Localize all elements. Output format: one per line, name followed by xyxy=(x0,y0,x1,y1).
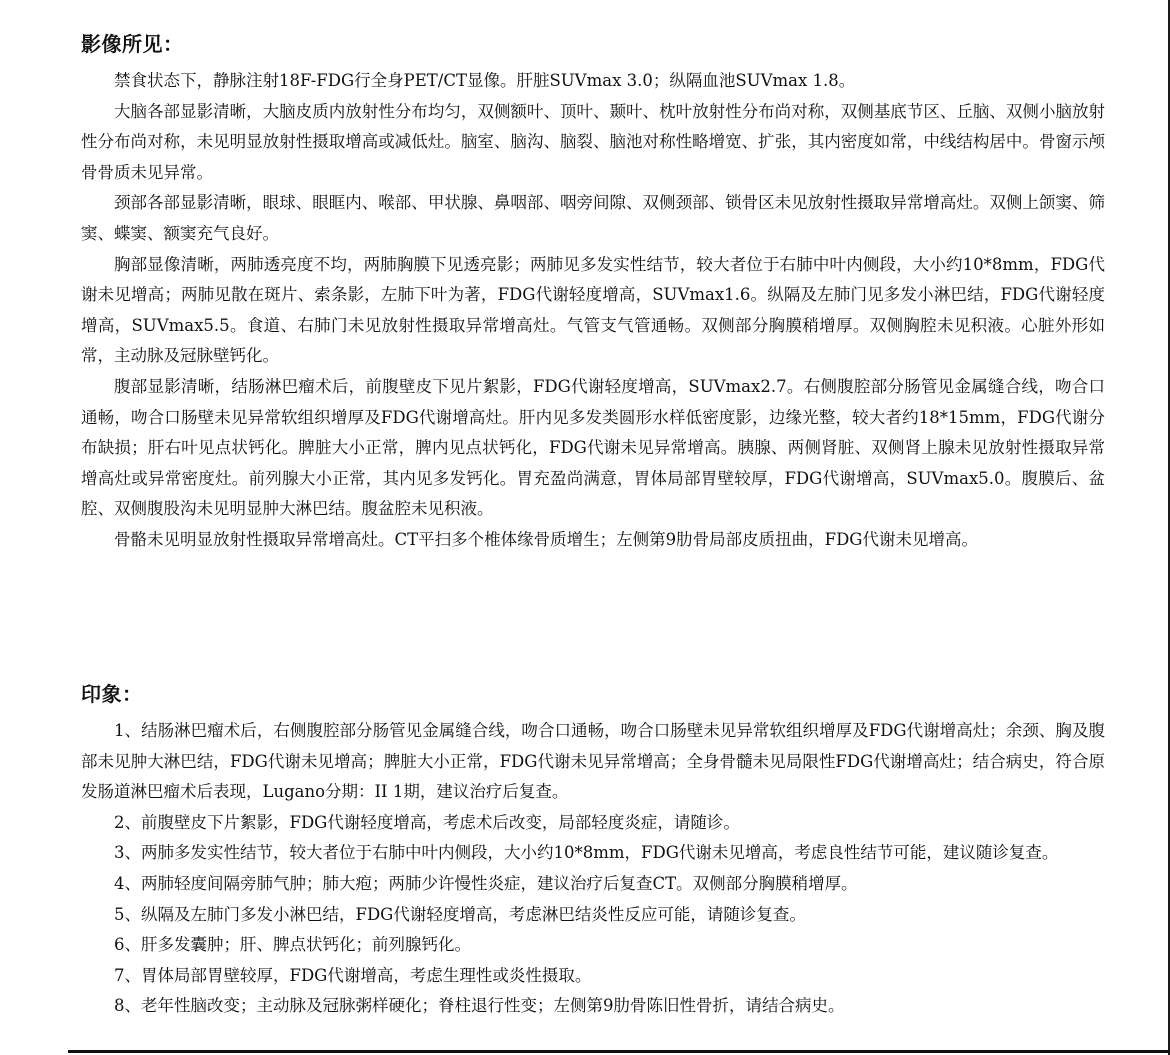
impression-item: 3、两肺多发实性结节，较大者位于右肺中叶内侧段，大小约10*8mm，FDG代谢未见增高，考虑良性结节可能，建议随诊复查。 xyxy=(114,843,1059,863)
impression-item: 5、纵隔及左肺门多发小淋巴结，FDG代谢轻度增高，考虑淋巴结炎性反应可能，请随诊复查。 xyxy=(114,904,806,924)
findings-paragraph: 颈部各部显影清晰，眼球、眼眶内、喉部、甲状腺、鼻咽部、咽旁间隙、双侧颈部、锁骨区未见放射性摄取异常增高灶。双侧上颌窦、筛窦、蝶窦、额窦充气良好。 xyxy=(81,193,1105,243)
findings-section xyxy=(81,30,1105,556)
findings-title: 影像所见： xyxy=(81,32,184,56)
findings-paragraph: 大脑各部显影清晰，大脑皮质内放射性分布均匀，双侧额叶、顶叶、颞叶、枕叶放射性分布尚对称，双侧基底节区、丘脑、双侧小脑放射性分布尚对称，未见明显放射性摄取增高或减低灶。脑室、脑沟、脑裂、脑池对称性略增宽、扩张，其内密度如常，中线结构居中。骨窗示颅骨骨质未见异常。 xyxy=(81,101,1105,182)
impression-item: 2、前腹壁皮下片絮影，FDG代谢轻度增高，考虑术后改变，局部轻度炎症，请随诊。 xyxy=(114,812,740,832)
bottom-divider-line xyxy=(68,1050,1170,1053)
impression-item: 7、胃体局部胃壁较厚，FDG代谢增高，考虑生理性或炎性摄取。 xyxy=(114,965,592,985)
impression-item: 1、结肠淋巴瘤术后，右侧腹腔部分肠管见金属缝合线，吻合口通畅，吻合口肠壁未见异常软组织增厚及FDG代谢增高灶；余颈、胸及腹部未见肿大淋巴结，FDG代谢未见增高；脾脏大小正常，FDG代谢未见异常增高；全身骨髓未见局限性FDG代谢增高灶；结合病史，符合原发肠道淋巴瘤术后表现，Lugano分期：II 1期，建议治疗后复查。 xyxy=(81,721,1105,802)
findings-paragraph: 禁食状态下，静脉注射18F-FDG行全身PET/CT显像。肝脏SUVmax 3.0；纵隔血池SUVmax 1.8。 xyxy=(114,71,856,90)
findings-paragraph: 胸部显像清晰，两肺透亮度不均，两肺胸膜下见透亮影；两肺见多发实性结节，较大者位于右肺中叶内侧段，大小约10*8mm，FDG代谢未见增高；两肺见散在斑片、索条影，左肺下叶为著，FDG代谢轻度增高，SUVmax1.6。纵隔及左肺门见多发小淋巴结，FDG代谢轻度增高，SUVmax5.5。食道、右肺门未见放射性摄取异常增高灶。气管支气管通畅。双侧部分胸膜稍增厚。双侧胸腔未见积液。心脏外形如常，主动脉及冠脉壁钙化。 xyxy=(81,254,1105,366)
findings-paragraph: 腹部显影清晰，结肠淋巴瘤术后，前腹壁皮下见片絮影，FDG代谢轻度增高，SUVmax2.7。右侧腹腔部分肠管见金属缝合线，吻合口通畅，吻合口肠壁未见异常软组织增厚及FDG代谢增高灶。肝内见多发类圆形水样低密度影，边缘光整，较大者约18*15mm，FDG代谢分布缺损；肝右叶见点状钙化。脾脏大小正常，脾内见点状钙化，FDG代谢未见异常增高。胰腺、两侧肾脏、双侧肾上腺未见放射性摄取异常增高灶或异常密度灶。前列腺大小正常，其内见多发钙化。胃充盈尚满意，胃体局部胃壁较厚，FDG代谢增高，SUVmax5.0。腹膜后、盆腔、双侧腹股沟未见明显肿大淋巴结。腹盆腔未见积液。 xyxy=(81,376,1105,519)
impression-item: 4、两肺轻度间隔旁肺气肿；肺大疱；两肺少许慢性炎症，建议治疗后复查CT。双侧部分胸膜稍增厚。 xyxy=(114,873,858,893)
impression-title: 印象： xyxy=(81,682,143,706)
findings-paragraph: 骨骼未见明显放射性摄取异常增高灶。CT平扫多个椎体缘骨质增生；左侧第9肋骨局部皮质扭曲，FDG代谢未见增高。 xyxy=(114,529,978,549)
impression-section xyxy=(81,680,1105,1022)
impression-item: 8、老年性脑改变；主动脉及冠脉粥样硬化；脊柱退行性变；左侧第9肋骨陈旧性骨折，请结合病史。 xyxy=(114,996,845,1016)
impression-item: 6、肝多发囊肿；肝、脾点状钙化；前列腺钙化。 xyxy=(114,935,471,955)
